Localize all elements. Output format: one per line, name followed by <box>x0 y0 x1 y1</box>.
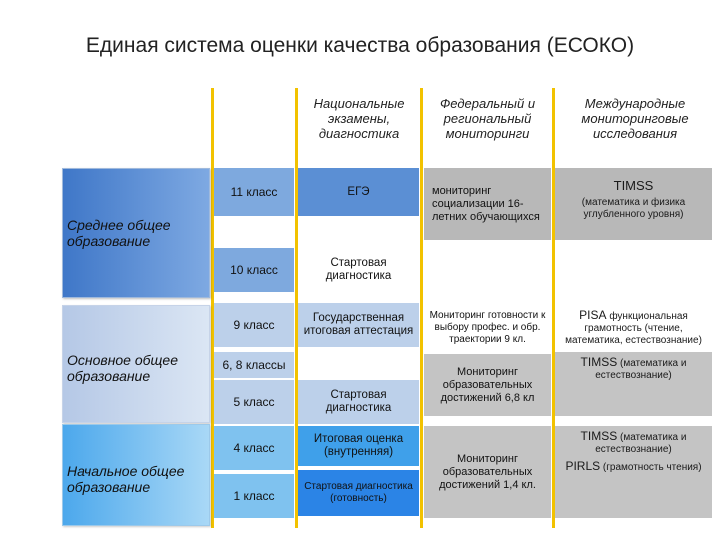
pisa-subtitle: функциональная грамотность (чтение, математика, естествознание) <box>565 311 702 346</box>
header-federal: Федеральный и региональный мониторинги <box>439 96 536 141</box>
cell-monitoring-6-8: Мониторинг образовательных достижений 6,8 кл <box>424 354 551 416</box>
class-9: 9 класс <box>214 303 294 347</box>
cell-pisa <box>555 303 712 351</box>
timss-6-8-subtitle: (математика и естествознание) <box>595 358 687 381</box>
cell-final-4: Итоговая оценка (внутренняя) <box>298 426 419 466</box>
class-10: 10 класс <box>214 248 294 292</box>
timss-11-title: TIMSS <box>613 178 654 193</box>
separator-line <box>420 88 423 528</box>
cell-gia: Государственная итоговая аттестация <box>298 303 419 347</box>
class-4: 4 класс <box>214 426 294 470</box>
cell-monitoring-readiness: Мониторинг готовности к выбору профес. и обр. траектории 9 кл. <box>424 303 551 353</box>
cell-start-5: Стартовая диагностика <box>298 380 419 424</box>
level-basic-label: Основное общее образование <box>67 352 179 384</box>
cell-timss-6-8 <box>555 352 712 416</box>
cell-ege: ЕГЭ <box>298 168 419 216</box>
class-1: 1 класс <box>214 474 294 518</box>
page-title: Единая система оценки качества образования (ЕСОКО) <box>85 34 635 57</box>
timss-6-8-title: TIMSS <box>580 355 618 369</box>
cell-monitoring-16: мониторинг социализации 16-летних обучающихся <box>424 168 551 240</box>
class-6-8: 6, 8 классы <box>214 352 294 378</box>
header-national: Национальные экзамены, диагностика <box>313 96 405 141</box>
level-secondary-block <box>62 168 210 298</box>
class-11: 11 класс <box>214 168 294 216</box>
level-basic-block <box>62 305 210 423</box>
timss-4-title: TIMSS <box>580 429 618 443</box>
header-international: Международные мониторинговые исследования <box>581 96 689 141</box>
pirls-title: PIRLS <box>565 459 601 473</box>
level-primary-block <box>62 424 210 526</box>
pirls-subtitle: (грамотность чтения) <box>602 462 702 473</box>
pisa-title: PISA <box>579 308 607 322</box>
class-5: 5 класс <box>214 380 294 424</box>
level-secondary-label: Среднее общее образование <box>67 217 171 249</box>
timss-11-subtitle: (математика и физика углубленного уровня) <box>581 197 686 220</box>
level-primary-label: Начальное общее образование <box>67 463 185 495</box>
cell-monitoring-1-4: Мониторинг образовательных достижений 1,4 кл. <box>424 426 551 518</box>
cell-start-10: Стартовая диагностика <box>298 248 419 292</box>
cell-timss-11 <box>555 168 712 240</box>
cell-timss-pirls-4 <box>555 426 712 518</box>
cell-start-1: Стартовая диагностика (готовность) <box>298 470 419 516</box>
timss-4-subtitle: (математика и естествознание) <box>595 432 687 455</box>
